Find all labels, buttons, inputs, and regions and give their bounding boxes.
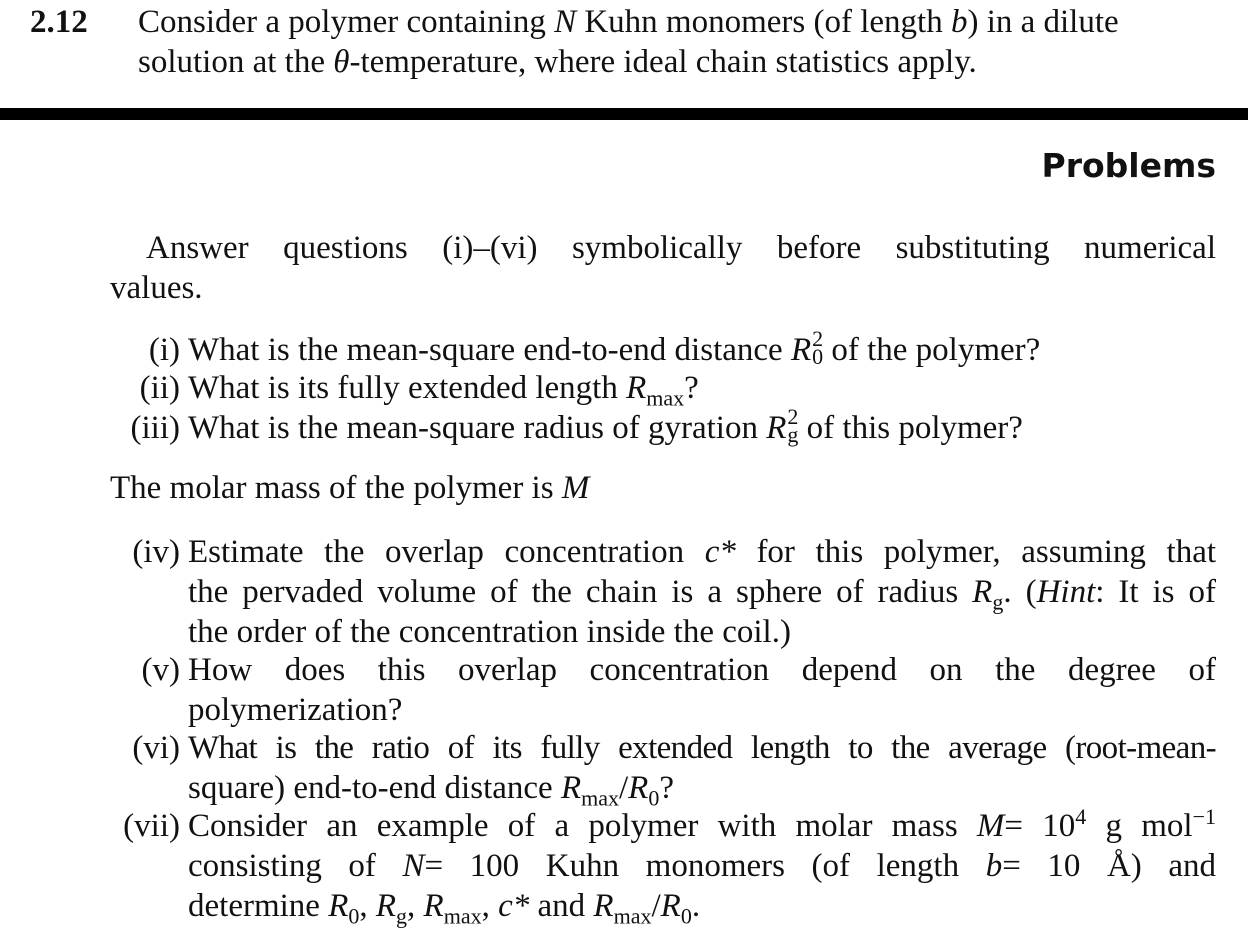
question-label: (vii) [123,808,180,844]
question-label: (i) [148,332,180,368]
problem-statement: Consider a polymer containing N Kuhn monomers (of length b) in a dilute solution at the θ-temperature, where ideal chain statistics apply. [138,4,1119,80]
molar-mass-line: The molar mass of the polymer is M [110,470,590,506]
problem-number: 2.12 [30,4,88,40]
section-divider [0,108,1248,120]
question-label: (iii) [130,410,180,446]
question-label: (iv) [132,534,180,570]
question-label: (v) [141,652,180,688]
intro-paragraph: Answer questions (i)–(vi) symbolically before substituting numerical values. [110,230,1216,306]
section-title: Problems [1041,146,1216,185]
question-label: (ii) [139,370,180,406]
question-label: (vi) [132,730,180,766]
